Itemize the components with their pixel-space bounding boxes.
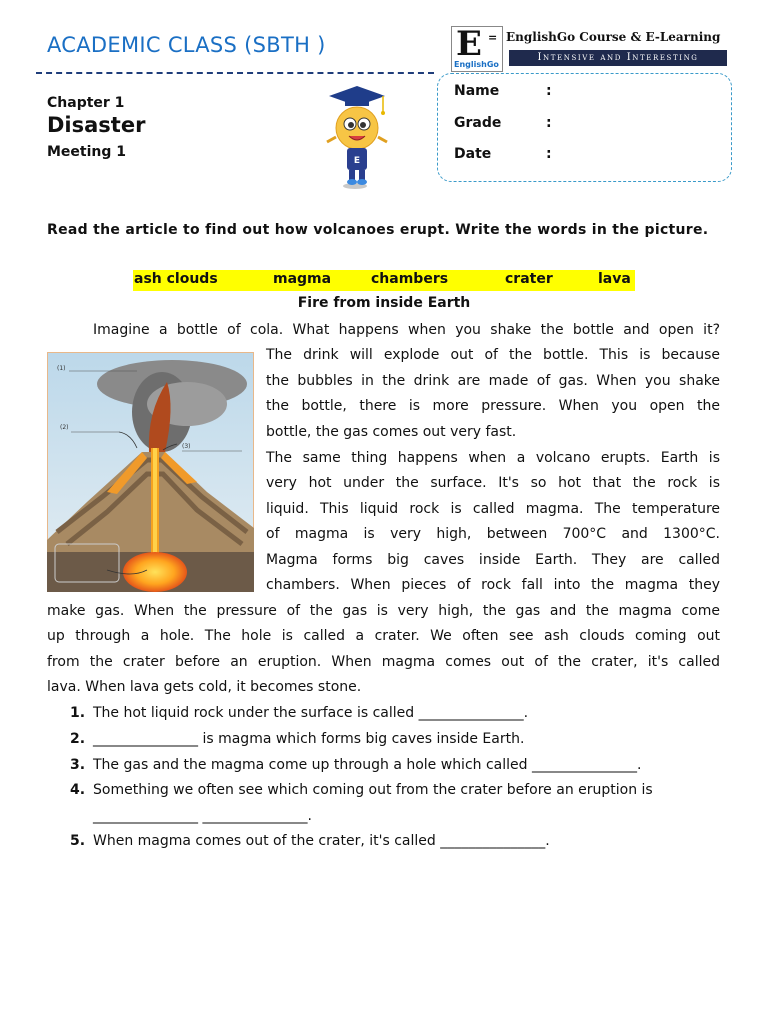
date-colon: : [546,146,552,162]
lesson-title: Disaster [47,113,146,137]
logo-equals: = [488,31,498,44]
question-number: 3. [70,757,86,773]
article-line: the bubbles in the drink are made of gas. When you shake [266,373,720,389]
article-line: liquid. This liquid rock is called magma. The temperature [266,501,720,517]
article-line: bottle, the gas comes out very fast. [266,424,517,440]
meeting-label: Meeting 1 [47,144,127,160]
question-3[interactable]: The gas and the magma come up through a hole which called _______________. [93,757,642,773]
instruction-text: Read the article to find out how volcanoes erupt. Write the words in the picture. [47,222,709,238]
question-number: 5. [70,833,86,849]
article-line: make gas. When the pressure of the gas is very high, the gas and the magma come [47,603,720,619]
name-row[interactable] [454,83,552,99]
grade-row[interactable] [454,115,552,131]
logo-company-name: EnglishGo Course & E-Learning [506,30,721,44]
article-line: of magma is very high, between 700°C and 1300°C. [266,526,720,542]
figure-label-2: (2) [60,424,69,431]
question-1[interactable]: The hot liquid rock under the surface is called _______________. [93,705,529,721]
grade-colon: : [546,115,552,131]
svg-text:E: E [353,156,361,166]
word-bank-item: lava [598,271,631,287]
question-2[interactable]: _______________ is magma which forms big caves inside Earth. [93,731,525,747]
question-number: 4. [70,782,86,798]
question-number: 1. [70,705,86,721]
article-line: Imagine a bottle of cola. What happens when you shake the bottle and open it? [93,322,720,338]
article-line: Magma forms big caves inside Earth. They are called [266,552,720,568]
logo-letter: E [456,24,482,64]
logo-badge [451,26,503,72]
word-bank-item: magma [273,271,332,287]
article-line: chambers. When pieces of rock fall into the magma they [266,577,720,593]
figure-label-3: (3) [182,443,191,450]
word-bank [133,270,635,291]
article-line: the bottle, there is more pressure. When you open the [266,398,720,414]
figure-label-1: (1) [57,365,66,372]
logo-small-text: EnglishGo [454,60,499,69]
article-line: up through a hole. The hole is called a crater. We often see ash clouds coming out [47,628,720,644]
header-divider [36,72,434,74]
question-5[interactable]: When magma comes out of the crater, it's called _______________. [93,833,550,849]
student-info-box [437,73,732,182]
date-row[interactable] [454,146,552,162]
article-line: from the crater before an eruption. When magma comes out of the crater, it's called [47,654,720,670]
logo-tagline: Intensive and Interesting [509,50,727,66]
chapter-label: Chapter 1 [47,95,125,111]
grade-label: Grade [454,115,502,131]
article-line: lava. When lava gets cold, it becomes stone. [47,679,362,695]
article-line: The drink will explode out of the bottle. This is because [266,347,720,363]
date-label: Date [454,146,492,162]
word-bank-item: ash clouds [134,271,218,287]
article-title: Fire from inside Earth [297,295,471,311]
article-line: The same thing happens when a volcano erupts. Earth is [266,450,720,466]
lightbulb-mascot-icon [325,82,389,190]
question-4-blanks[interactable]: _______________ _______________. [93,808,312,824]
name-label: Name [454,83,500,99]
word-bank-item: crater [505,271,553,287]
question-4[interactable]: Something we often see which coming out from the crater before an eruption is [93,782,653,798]
article-line: very hot under the surface. It's so hot that the rock is [266,475,720,491]
name-colon: : [546,83,552,99]
word-bank-item: chambers [371,271,449,287]
question-number: 2. [70,731,86,747]
page-title: ACADEMIC CLASS (SBTH ) [47,33,326,57]
englishgo-logo [451,26,731,72]
volcano-diagram-icon [47,352,254,592]
